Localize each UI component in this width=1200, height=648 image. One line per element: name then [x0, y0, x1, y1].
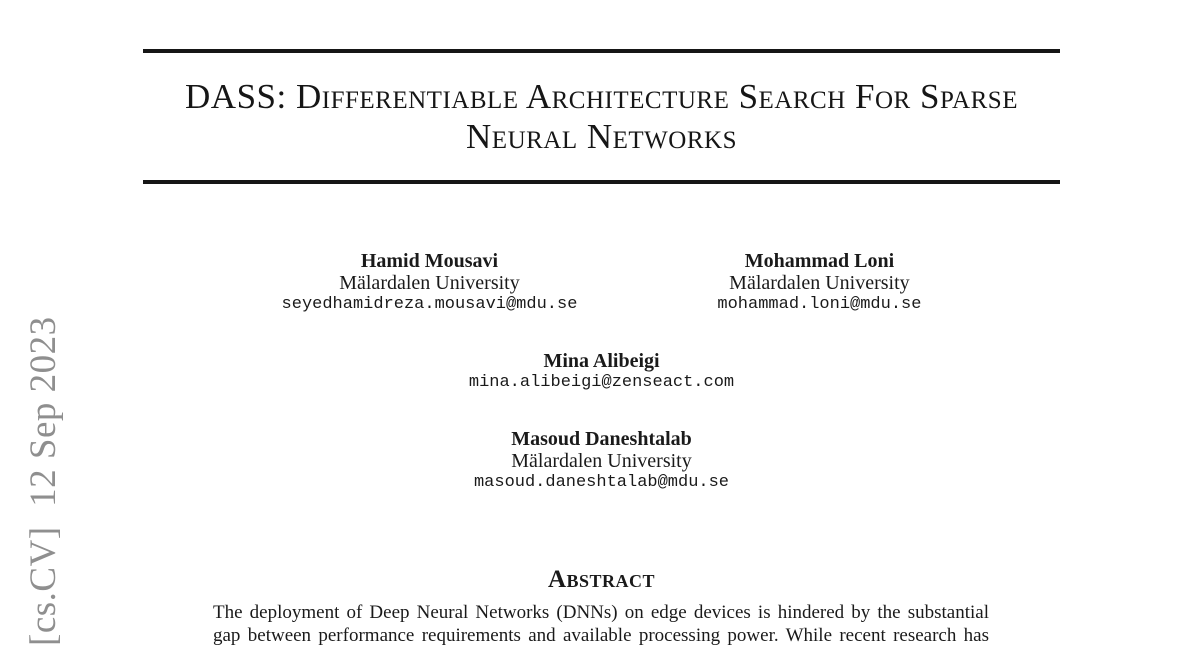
author-row-2 — [143, 350, 1060, 394]
paper-title-line2: Neural Networks — [466, 117, 737, 156]
author-name: Masoud Daneshtalab — [511, 428, 692, 450]
arxiv-stamp: [cs.CV] 12 Sep 2023 — [23, 316, 64, 646]
abstract-heading: Abstract — [547, 566, 656, 593]
author-affiliation: Mälardalen University — [339, 272, 520, 294]
abstract-text-line: The deployment of Deep Neural Networks (DNNs) on edge devices is hindered by the substantial — [213, 602, 989, 623]
author-name: Hamid Mousavi — [360, 250, 499, 272]
author-row-1 — [143, 250, 1060, 316]
author-email: masoud.daneshtalab@mdu.se — [473, 473, 730, 492]
author-name: Mina Alibeigi — [543, 350, 660, 372]
title-rule-top — [143, 49, 1060, 53]
title-rule-bottom — [143, 180, 1060, 184]
abstract-text-line: gap between performance requirements and available processing power. While recent research has — [213, 624, 989, 646]
abstract-text — [213, 602, 989, 647]
author-row-3 — [143, 428, 1060, 494]
author-email: seyedhamidreza.mousavi@mdu.se — [281, 295, 578, 314]
author-card-masoud-daneshtalab — [474, 428, 729, 494]
author-affiliation: Mälardalen University — [511, 450, 692, 472]
author-card-mohammad-loni — [717, 250, 921, 316]
author-card-hamid-mousavi — [282, 250, 578, 316]
author-email: mohammad.loni@mdu.se — [717, 295, 922, 314]
author-affiliation: Mälardalen University — [729, 272, 910, 294]
author-card-mina-alibeigi — [469, 350, 734, 394]
paper-title-line1: DASS: Differentiable Architecture Search For Sparse — [185, 77, 1018, 116]
author-name: Mohammad Loni — [744, 250, 895, 272]
author-email: mina.alibeigi@zenseact.com — [468, 373, 735, 392]
paper-title — [143, 77, 1060, 157]
